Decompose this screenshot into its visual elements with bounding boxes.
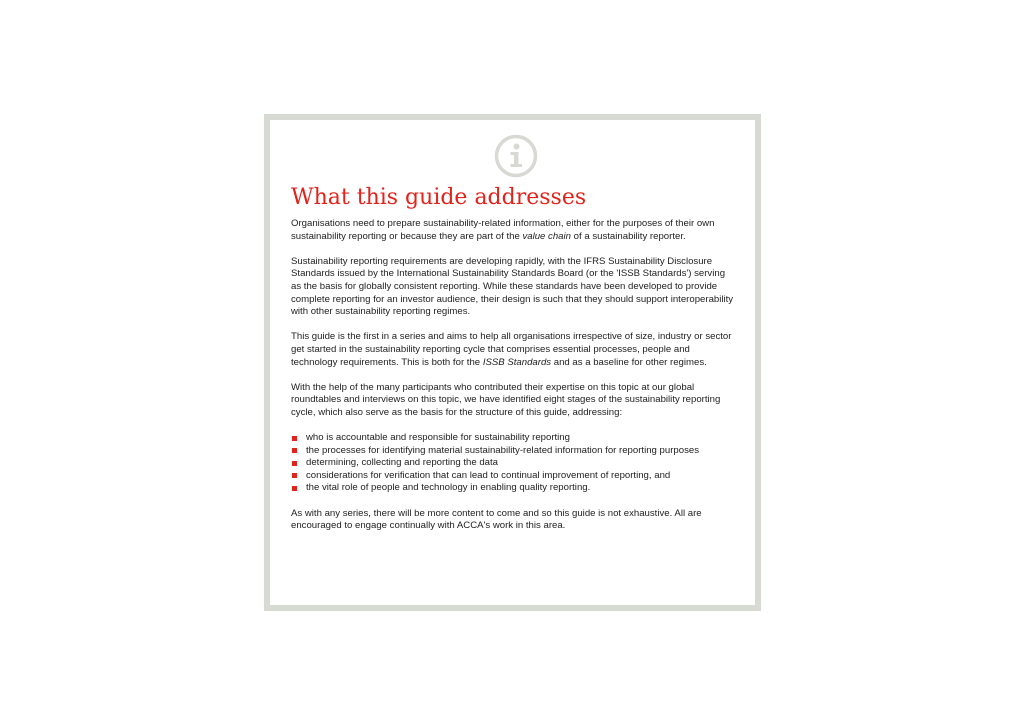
stages-list [291,432,737,495]
bullet-square-icon [292,461,297,466]
list-item: the vital role of people and technology in enabling quality reporting. [291,482,737,495]
guide-panel [264,114,761,611]
paragraph-series: This guide is the first in a series and aims to help all organisations irrespective of size, industry or sector get started in the sustainability reporting cycle that comprises essential processes, people and technology requirements. This is both for the ISSB Standards and as a baseline for other regimes. [291,331,732,368]
paragraph-value-chain: Organisations need to prepare sustainability-related information, either for the purposes of their own sustainability reporting or because they are part of the value chain of a sustainability reporter. [291,218,715,242]
paragraph-requirements: Sustainability reporting requirements are developing rapidly, with the IFRS Sustainability Disclosure Standards issued by the International Sustainability Standards Board (or the 'ISSB Standards') serving as the basis for globally consistent reporting. While these standards have been developed to provide complete reporting for an investor audience, their design is such that they should support interoperability with other sustainability reporting regimes. [291,255,734,318]
list-item: considerations for verification that can lead to continual improvement of reporting, and [291,470,737,483]
bullet-square-icon [292,436,297,441]
paragraph-closing: As with any series, there will be more content to come and so this guide is not exhaustive. All are encouraged to engage continually with ACCA's work in this area. [291,507,702,532]
bullet-square-icon [292,486,297,491]
body-text [291,218,737,545]
list-item: the processes for identifying material sustainability-related information for reporting purposes [291,445,737,458]
paragraph-stages: With the help of the many participants who contributed their expertise on this topic at our global roundtables and interviews on this topic, we have identified eight stages of the sustainability reporting cycle, which also serve as the basis for the structure of this guide, addressing: [291,381,721,418]
page-title: What this guide addresses [291,185,587,210]
info-icon [494,134,538,178]
list-item: determining, collecting and reporting the data [291,457,737,470]
bullet-square-icon [292,448,297,453]
bullet-square-icon [292,473,297,478]
list-item: who is accountable and responsible for sustainability reporting [291,432,737,445]
